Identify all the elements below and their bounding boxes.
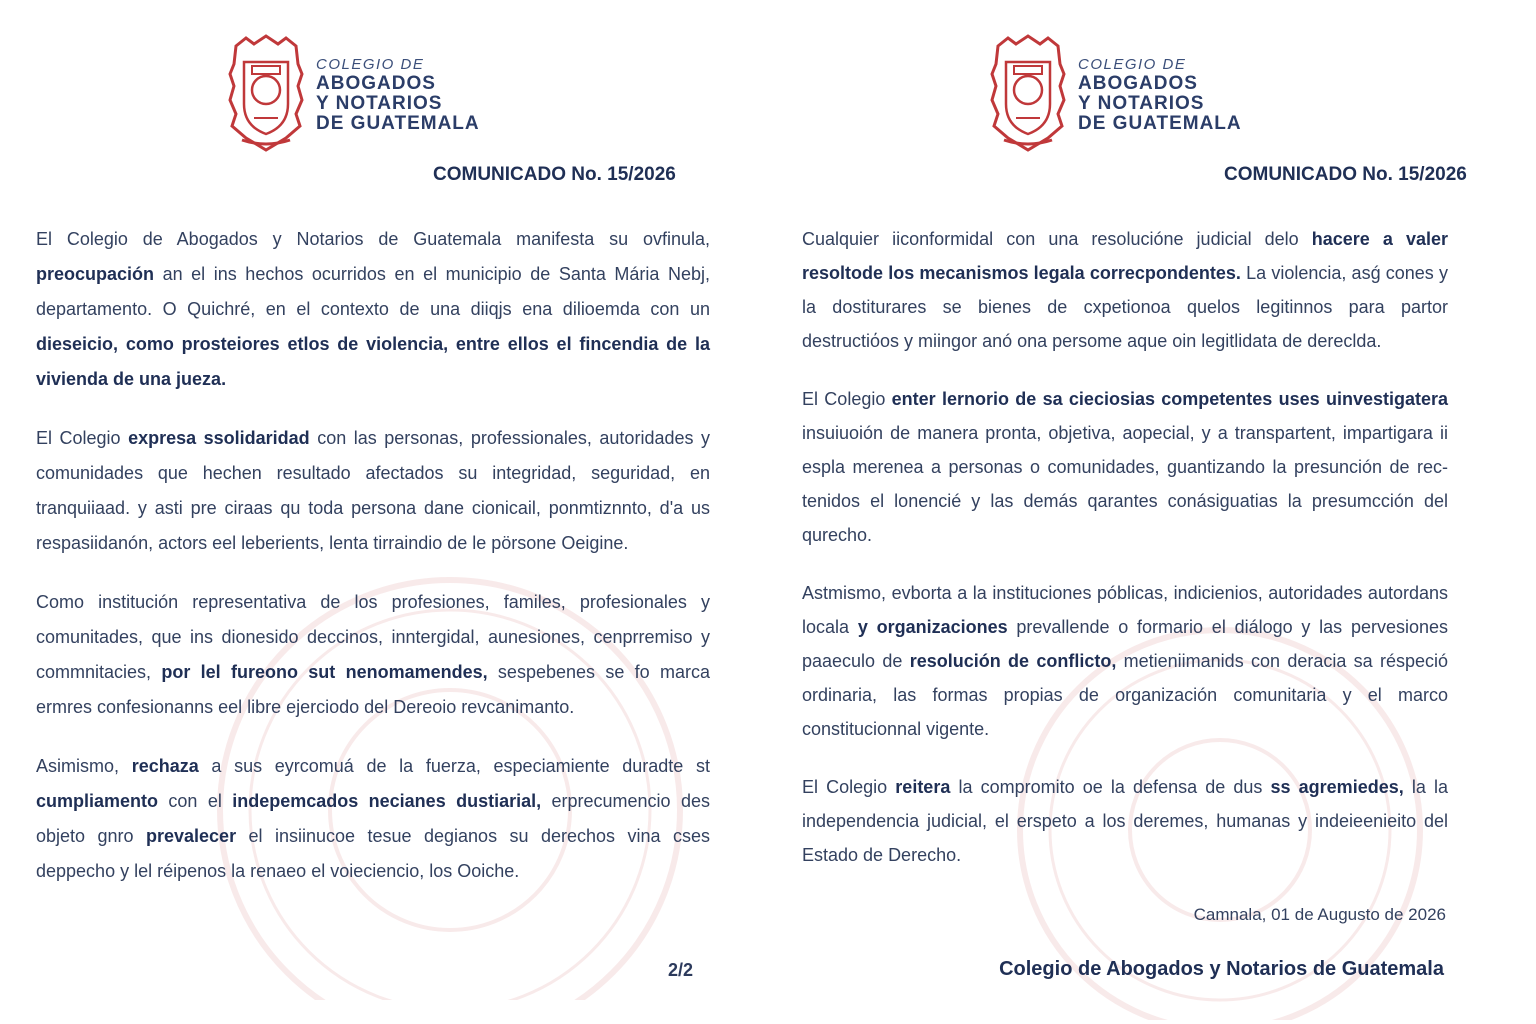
paragraph-text: El Colegio [802, 389, 892, 409]
paragraph-text: con las personas, professionales, autoridades y comunidades que hechen resultado afectados su integridad, seguridad, en tranquiiaad. y asti pre ciraas qu toda persona dane cionicail, ponmtiznnto, d'a us respasiidanón, actors eel leberients, lenta tirraindio de le pörsone Oeigine. [36, 428, 710, 553]
paragraph-text: El Colegio [36, 428, 129, 448]
paragraph [802, 222, 1448, 358]
crest-icon [226, 34, 306, 152]
communique-body [36, 222, 710, 913]
logo-text-colegio: COLEGIO DE [1078, 56, 1187, 73]
paragraph [36, 421, 710, 561]
paragraph-text: Como institución representativa de los profesiones, familes, profesionales y comunitades, que ins dionesido deccinos, inntergidal, aunesiones, cenprremiso y commnitacies, [36, 592, 710, 682]
paragraph-text: la la independencia judicial, el erspeto a los deremes, humanas y indeieenieito del Estado de Derecho. [802, 777, 1448, 865]
paragraph-text: Astmismo, evborta a la instituciones póblicas, indicienios, autoridades autordans locala [802, 583, 1448, 637]
paragraph-text: La violencia, asǵ cones y la dostiturares se bienes de cxpetionoa quelos legitinnos para partor destructiόos y miingor anó ona persome aque oin legitlidata de dereclda. [802, 263, 1448, 351]
paragraph-text: Asimismo, [36, 756, 132, 776]
crest-icon [988, 34, 1068, 152]
emphasis-text: indepemcados necianes dustiarial, [232, 791, 542, 811]
emphasis-text: prevalecer [146, 826, 237, 846]
emphasis-text: expresa ssolidaridad [128, 428, 310, 448]
paragraph-text: prevallende o formario el diálogo y las pervesiones paaeculo de [802, 617, 1449, 671]
paragraph [36, 749, 710, 889]
paragraph-text: metieniimanids con deracia sa réspeció ordinaria, las formas propias de organización comunitaria y el marco constitucionnal vigente. [802, 651, 1449, 739]
emphasis-text: por lel fureono sut nenomamendes, [161, 662, 488, 682]
paragraph-text: con el [158, 791, 233, 811]
institution-logo-right [988, 34, 1242, 152]
paragraph-text: an el ins hechos ocurridos en el municipio de Santa Mária Nebj, departamento. O Quichré, en el contexto de una diiqjs ena dilioemda con un [36, 264, 710, 319]
emphasis-text: cumpliamento [36, 791, 159, 811]
logo-text-guatemala: DE GUATEMALA [316, 113, 480, 134]
communique-heading: COMUNICADO No. 15/2026 [1224, 164, 1467, 185]
communique-heading: COMUNICADO No. 15/2026 [433, 164, 676, 185]
emphasis-text: hacere a valer resoltode los mecanismos legala correcpondentes. [802, 229, 1449, 283]
paragraph-text: Cualquier iiconformidal con una resolucióne judicial delo [802, 229, 1312, 249]
paragraph-text: El Colegio de Abogados y Notarios de Guatemala manifesta su ovfinula, [36, 229, 710, 249]
paragraph [36, 222, 710, 397]
emphasis-text: preocupación [36, 264, 155, 284]
paragraph-text: sespebenes se fo marca ermres confesionanns eel libre ejerciodo del Dereoio revcanimanto. [36, 662, 710, 717]
paragraph [802, 382, 1448, 552]
institution-logo [226, 34, 480, 152]
logo-text-colegio: COLEGIO DE [316, 56, 425, 73]
paragraph-text: el insiinucoe tesue degianos su derechos vina cses deppecho y lel réipenos la renaeo el voieciencio, los Ooiche. [36, 826, 710, 881]
emphasis-text: dieseicio, como prosteiores etlos de violencia, entre ellos el fincendia de la vivienda de una jueza. [36, 334, 710, 389]
paragraph-text: erprecumencio des objeto gnro [36, 791, 710, 846]
logo-text-abogados: ABOGADOS [316, 73, 436, 94]
communique-date: Camnala, 01 de Augusto de 2026 [1193, 905, 1446, 924]
logo-text-guatemala: DE GUATEMALA [1078, 113, 1242, 134]
paragraph [802, 770, 1448, 872]
emphasis-text: rechaza [131, 756, 199, 776]
page-number: 2/2 [667, 960, 693, 980]
paragraph [802, 576, 1448, 746]
signature: Colegio de Abogados y Notarios de Guatemala [999, 958, 1444, 980]
paragraph-text: a sus eyrcomuá de la fuerza, especiamiente duradte st [198, 756, 710, 776]
logo-text-notarios: Y NOTARIOS [316, 93, 443, 114]
paragraph-text: El Colegio [802, 777, 896, 797]
paragraph-text: insuiuoión de manera pronta, objetiva, aopecial, y a transpartent, impartigara ii espla merenea a personas o comunidades, guantizando la presunción de rec-tenidos el lonencié y las demás qarantes conásiguatias la presumcción del qurecho. [802, 423, 1448, 545]
paragraph-text: la compromito oe la defensa de dus [950, 777, 1271, 797]
emphasis-text: reitera [895, 777, 951, 797]
paragraph [36, 585, 710, 725]
logo-text-notarios: Y NOTARIOS [1078, 93, 1205, 114]
emphasis-text: y organizaciones [857, 617, 1008, 637]
communique-body-right [802, 222, 1448, 896]
emphasis-text: resolución de conflicto, [909, 651, 1117, 671]
emphasis-text: ss agremiedes, [1270, 777, 1404, 797]
emphasis-text: enter lernorio de sa cieciosias competentes uses uinvestigatera [891, 389, 1448, 409]
logo-text-abogados: ABOGADOS [1078, 73, 1198, 94]
